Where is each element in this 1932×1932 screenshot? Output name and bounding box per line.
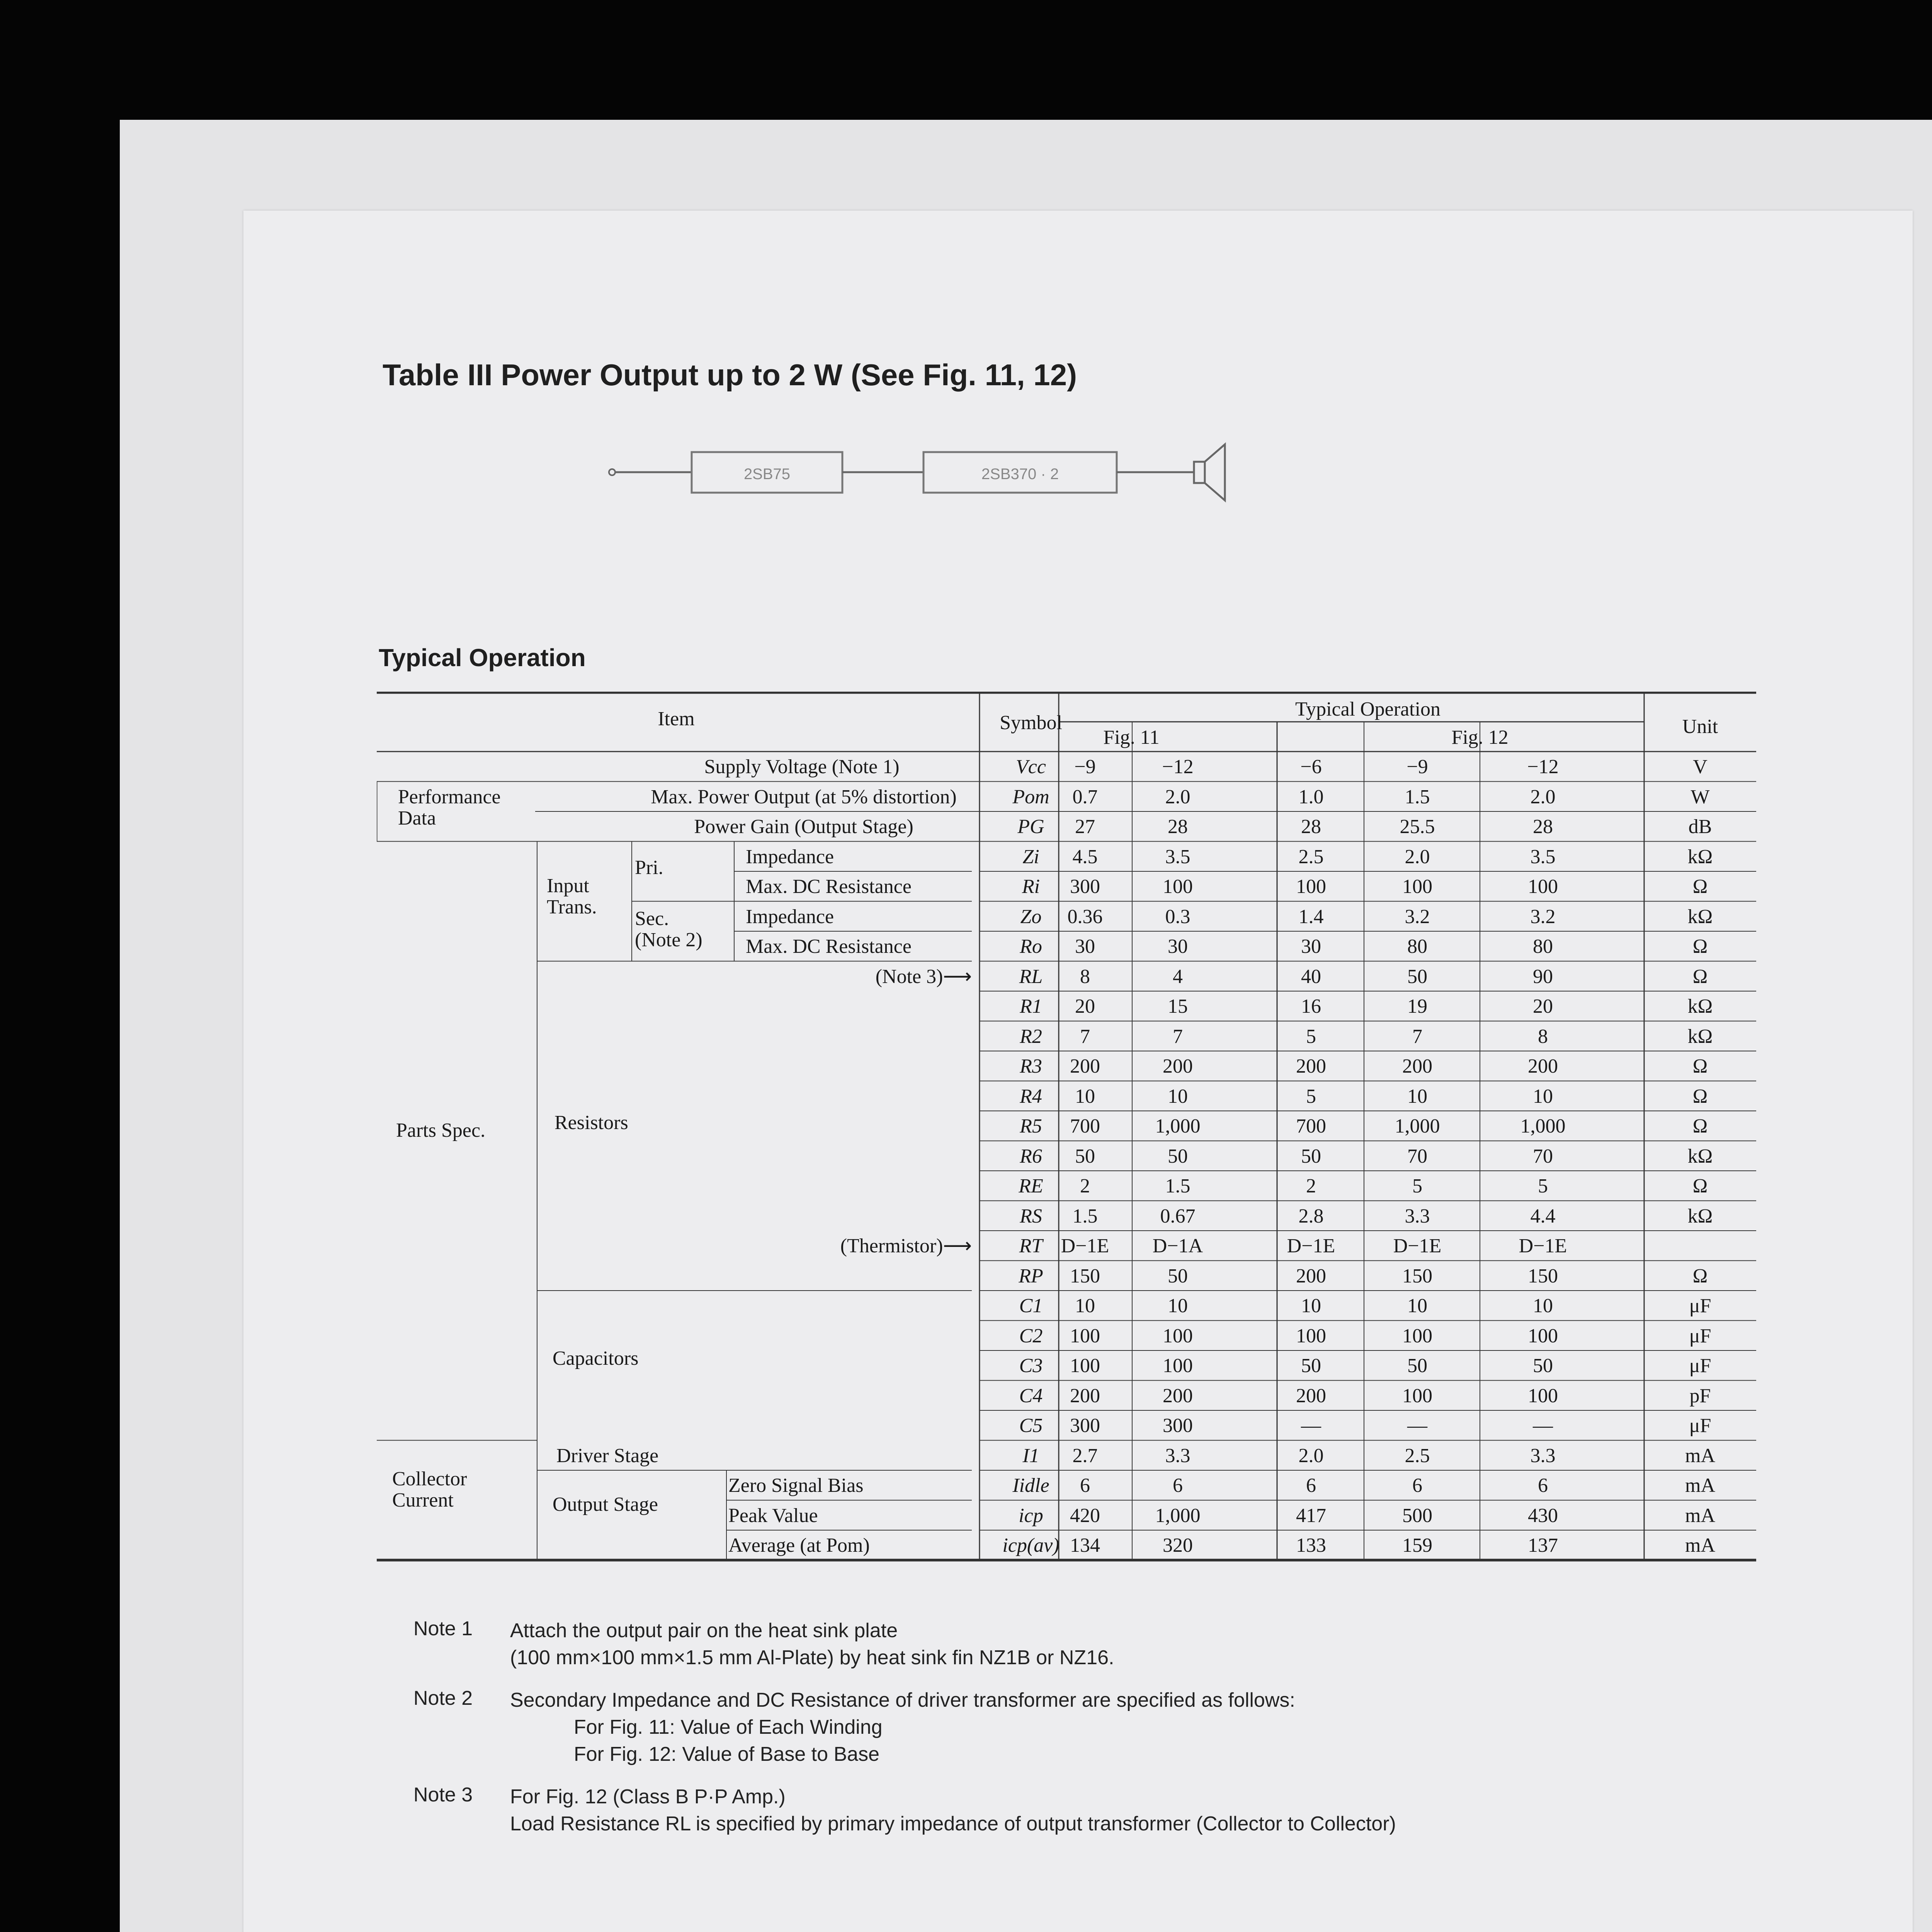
note-line: Load Resistance RL is specified by primary impedance of output transformer (Collector to Collector) <box>510 1813 1396 1835</box>
value-cell: 2.0 <box>1405 845 1430 868</box>
value-cell: 1,000 <box>1155 1115 1201 1137</box>
value-cell: 50 <box>1407 1355 1427 1377</box>
row-unit: kΩ <box>1687 995 1713 1017</box>
value-cell: D−1E <box>1519 1235 1567 1257</box>
row-unit: μF <box>1689 1325 1711 1347</box>
value-cell: D−1E <box>1393 1235 1442 1257</box>
value-cell: −9 <box>1406 756 1428 778</box>
group-parts: Parts Spec. <box>396 1119 486 1141</box>
row-item-label: (Thermistor)⟶ <box>840 1235 972 1257</box>
row-unit: kΩ <box>1687 905 1713 928</box>
value-cell: 70 <box>1533 1145 1553 1167</box>
value-cell: 2.5 <box>1405 1444 1430 1467</box>
row-item-label: Driver Stage <box>556 1444 659 1467</box>
value-cell: 30 <box>1301 935 1321 957</box>
value-cell: 100 <box>1163 1355 1193 1377</box>
row-unit: Ω <box>1692 1055 1708 1077</box>
typical-operation-table <box>377 692 1756 1569</box>
value-cell: 5 <box>1306 1025 1316 1048</box>
row-unit: Ω <box>1692 1085 1708 1107</box>
value-cell: 100 <box>1528 876 1558 898</box>
value-cell: 100 <box>1163 876 1193 898</box>
row-symbol: Iidle <box>1012 1475 1049 1497</box>
row-item-label: Max. DC Resistance <box>746 935 912 957</box>
row-symbol: R2 <box>1020 1025 1042 1048</box>
value-cell: −6 <box>1300 756 1322 778</box>
row-unit: W <box>1690 786 1710 808</box>
value-cell: 5 <box>1306 1085 1316 1107</box>
group-input-trans: Input Trans. <box>547 875 597 918</box>
value-cell: 150 <box>1070 1265 1100 1287</box>
value-cell: 10 <box>1168 1085 1188 1107</box>
row-symbol: RL <box>1019 965 1043 988</box>
value-cell: 15 <box>1168 995 1188 1017</box>
value-cell: 100 <box>1163 1325 1193 1347</box>
value-cell: 500 <box>1402 1504 1432 1527</box>
row-unit: kΩ <box>1687 845 1713 868</box>
note-line: For Fig. 12 (Class B P·P Amp.) <box>510 1786 786 1808</box>
value-cell: 10 <box>1301 1295 1321 1317</box>
row-symbol: Vcc <box>1016 756 1046 778</box>
value-cell: 1,000 <box>1520 1115 1566 1137</box>
row-unit: dB <box>1688 816 1712 838</box>
row-unit: Ω <box>1692 965 1708 988</box>
value-cell: 50 <box>1301 1145 1321 1167</box>
value-cell: 3.3 <box>1165 1444 1190 1467</box>
group-output-stage: Output Stage <box>553 1493 658 1515</box>
row-item-label: Impedance <box>746 905 834 928</box>
value-cell: 50 <box>1075 1145 1095 1167</box>
value-cell: 200 <box>1163 1384 1193 1407</box>
note-line: For Fig. 12: Value of Base to Base <box>574 1743 880 1765</box>
row-symbol: R4 <box>1020 1085 1042 1107</box>
row-symbol: I1 <box>1022 1444 1039 1467</box>
value-cell: 0.36 <box>1067 905 1103 928</box>
value-cell: 200 <box>1070 1384 1100 1407</box>
note-3 <box>413 1783 1727 1837</box>
value-cell: 28 <box>1168 816 1188 838</box>
value-cell: 2.0 <box>1298 1444 1324 1467</box>
value-cell: 10 <box>1407 1295 1427 1317</box>
value-cell: 300 <box>1070 876 1100 898</box>
value-cell: 1.5 <box>1165 1175 1190 1197</box>
value-cell: 100 <box>1528 1325 1558 1347</box>
row-symbol: RS <box>1020 1205 1042 1227</box>
row-unit: Ω <box>1692 1115 1708 1137</box>
header-typical-operation: Typical Operation <box>1295 698 1441 720</box>
circuit-block-diagram <box>607 440 1248 514</box>
value-cell: 80 <box>1407 935 1427 957</box>
header-fig12: Fig. 12 <box>1451 726 1509 748</box>
note-label: Note 3 <box>413 1784 473 1806</box>
row-symbol: C4 <box>1019 1384 1043 1407</box>
section-title: Typical Operation <box>379 644 586 672</box>
value-cell: 10 <box>1533 1085 1553 1107</box>
value-cell: 3.2 <box>1530 905 1556 928</box>
row-item-label: (Note 3)⟶ <box>875 965 972 988</box>
value-cell: 430 <box>1528 1504 1558 1527</box>
header-fig11: Fig. 11 <box>1103 726 1160 748</box>
value-cell: 133 <box>1296 1534 1326 1556</box>
note-1 <box>413 1617 1727 1671</box>
row-unit: Ω <box>1692 1265 1708 1287</box>
value-cell: 700 <box>1070 1115 1100 1137</box>
value-cell: — <box>1407 1415 1427 1437</box>
value-cell: D−1A <box>1152 1235 1203 1257</box>
note-label: Note 1 <box>413 1617 473 1640</box>
note-line: For Fig. 11: Value of Each Winding <box>574 1716 883 1738</box>
group-sec: Sec. (Note 2) <box>635 908 702 951</box>
value-cell: 28 <box>1301 816 1321 838</box>
value-cell: 8 <box>1538 1025 1548 1048</box>
value-cell: 3.3 <box>1405 1205 1430 1227</box>
value-cell: 2.5 <box>1298 845 1324 868</box>
row-symbol: Ri <box>1022 876 1040 898</box>
value-cell: 5 <box>1412 1175 1422 1197</box>
row-symbol: Zi <box>1022 845 1039 868</box>
value-cell: 200 <box>1296 1055 1326 1077</box>
row-symbol: RE <box>1019 1175 1043 1197</box>
note-line: Secondary Impedance and DC Resistance of driver transformer are specified as follows: <box>510 1689 1295 1711</box>
row-unit: Ω <box>1692 935 1708 957</box>
value-cell: 420 <box>1070 1504 1100 1527</box>
value-cell: 2 <box>1080 1175 1090 1197</box>
value-cell: 100 <box>1402 1325 1432 1347</box>
value-cell: 6 <box>1173 1475 1183 1497</box>
value-cell: 137 <box>1528 1534 1558 1556</box>
row-symbol: icp(av) <box>1002 1534 1060 1556</box>
row-unit: kΩ <box>1687 1145 1713 1167</box>
group-collector: Collector Current <box>392 1468 467 1511</box>
value-cell: 1.5 <box>1405 786 1430 808</box>
row-symbol: R3 <box>1020 1055 1042 1077</box>
value-cell: 27 <box>1075 816 1095 838</box>
row-item-label: Average (at Pom) <box>728 1534 870 1556</box>
value-cell: 6 <box>1306 1475 1316 1497</box>
value-cell: — <box>1533 1415 1553 1437</box>
header-unit: Unit <box>1682 716 1718 738</box>
value-cell: 200 <box>1070 1055 1100 1077</box>
value-cell: 3.3 <box>1530 1444 1556 1467</box>
value-cell: 90 <box>1533 965 1553 988</box>
value-cell: 40 <box>1301 965 1321 988</box>
value-cell: D−1E <box>1061 1235 1109 1257</box>
row-item-label: Max. DC Resistance <box>746 876 912 898</box>
row-symbol: icp <box>1019 1504 1043 1527</box>
group-performance: Performance Data <box>398 786 501 829</box>
value-cell: — <box>1301 1415 1321 1437</box>
value-cell: 320 <box>1163 1534 1193 1556</box>
value-cell: 100 <box>1296 876 1326 898</box>
group-capacitors: Capacitors <box>553 1347 639 1369</box>
value-cell: 19 <box>1407 995 1427 1017</box>
value-cell: 100 <box>1070 1325 1100 1347</box>
value-cell: 300 <box>1070 1415 1100 1437</box>
value-cell: 10 <box>1407 1085 1427 1107</box>
value-cell: 150 <box>1528 1265 1558 1287</box>
value-cell: 4 <box>1173 965 1183 988</box>
row-item-label: Power Gain (Output Stage) <box>694 816 913 838</box>
row-unit: Ω <box>1692 876 1708 898</box>
row-unit: pF <box>1689 1384 1711 1407</box>
row-symbol: R1 <box>1020 995 1042 1017</box>
table-title: Table III Power Output up to 2 W (See Fig. 11, 12) <box>383 358 1077 392</box>
row-unit: V <box>1693 756 1708 778</box>
note-2 <box>413 1687 1727 1768</box>
row-symbol: PG <box>1017 816 1044 838</box>
header-item: Item <box>658 708 695 730</box>
value-cell: 2.0 <box>1530 786 1556 808</box>
row-symbol: RP <box>1019 1265 1043 1287</box>
value-cell: 2.8 <box>1298 1205 1324 1227</box>
value-cell: 30 <box>1075 935 1095 957</box>
value-cell: 30 <box>1168 935 1188 957</box>
value-cell: 159 <box>1402 1534 1432 1556</box>
value-cell: 50 <box>1407 965 1427 988</box>
value-cell: 16 <box>1301 995 1321 1017</box>
value-cell: 3.5 <box>1530 845 1556 868</box>
value-cell: 7 <box>1173 1025 1183 1048</box>
value-cell: 10 <box>1075 1295 1095 1317</box>
value-cell: 80 <box>1533 935 1553 957</box>
row-item-label: Peak Value <box>728 1504 818 1527</box>
value-cell: 20 <box>1533 995 1553 1017</box>
value-cell: 100 <box>1402 1384 1432 1407</box>
value-cell: 10 <box>1075 1085 1095 1107</box>
value-cell: 200 <box>1402 1055 1432 1077</box>
value-cell: 4.5 <box>1072 845 1098 868</box>
row-symbol: C3 <box>1019 1355 1043 1377</box>
value-cell: 2.0 <box>1165 786 1190 808</box>
value-cell: 7 <box>1412 1025 1422 1048</box>
value-cell: 10 <box>1533 1295 1553 1317</box>
value-cell: −12 <box>1162 756 1194 778</box>
header-symbol: Symbol <box>1000 712 1062 734</box>
value-cell: 6 <box>1080 1475 1090 1497</box>
row-item-label: Zero Signal Bias <box>728 1475 864 1497</box>
value-cell: 1,000 <box>1155 1504 1201 1527</box>
row-unit: μF <box>1689 1355 1711 1377</box>
value-cell: 20 <box>1075 995 1095 1017</box>
row-item-label: Supply Voltage (Note 1) <box>704 756 900 778</box>
row-symbol: R6 <box>1020 1145 1042 1167</box>
note-label: Note 2 <box>413 1687 473 1709</box>
value-cell: 6 <box>1412 1475 1422 1497</box>
value-cell: 300 <box>1163 1415 1193 1437</box>
value-cell: 0.67 <box>1160 1205 1196 1227</box>
value-cell: 5 <box>1538 1175 1548 1197</box>
value-cell: 2.7 <box>1072 1444 1098 1467</box>
notes-section <box>413 1617 1727 1853</box>
value-cell: 134 <box>1070 1534 1100 1556</box>
row-symbol: Ro <box>1020 935 1042 957</box>
row-symbol: C1 <box>1019 1295 1043 1317</box>
value-cell: 1.4 <box>1298 905 1324 928</box>
value-cell: 50 <box>1168 1145 1188 1167</box>
row-symbol: RT <box>1019 1235 1043 1257</box>
row-symbol: C2 <box>1019 1325 1043 1347</box>
value-cell: 100 <box>1070 1355 1100 1377</box>
value-cell: 700 <box>1296 1115 1326 1137</box>
value-cell: 200 <box>1296 1265 1326 1287</box>
row-symbol: Pom <box>1012 786 1049 808</box>
row-unit: kΩ <box>1687 1025 1713 1048</box>
value-cell: 10 <box>1168 1295 1188 1317</box>
row-symbol: Zo <box>1020 905 1042 928</box>
value-cell: 0.3 <box>1165 905 1190 928</box>
value-cell: −9 <box>1074 756 1096 778</box>
value-cell: 417 <box>1296 1504 1326 1527</box>
value-cell: 0.7 <box>1072 786 1098 808</box>
row-unit: mA <box>1685 1475 1715 1497</box>
value-cell: 8 <box>1080 965 1090 988</box>
value-cell: 25.5 <box>1400 816 1435 838</box>
value-cell: 50 <box>1533 1355 1553 1377</box>
value-cell: 70 <box>1407 1145 1427 1167</box>
row-symbol: R5 <box>1020 1115 1042 1137</box>
value-cell: D−1E <box>1287 1235 1335 1257</box>
stage2-label: 2SB370 · 2 <box>981 466 1059 483</box>
note-line: Attach the output pair on the heat sink plate <box>510 1619 898 1642</box>
value-cell: −12 <box>1527 756 1559 778</box>
value-cell: 50 <box>1168 1265 1188 1287</box>
value-cell: 200 <box>1296 1384 1326 1407</box>
row-unit: mA <box>1685 1504 1715 1527</box>
value-cell: 7 <box>1080 1025 1090 1048</box>
row-unit: mA <box>1685 1534 1715 1556</box>
row-unit: kΩ <box>1687 1205 1713 1227</box>
row-item-label: Impedance <box>746 845 834 868</box>
row-unit: mA <box>1685 1444 1715 1467</box>
value-cell: 1.0 <box>1298 786 1324 808</box>
value-cell: 6 <box>1538 1475 1548 1497</box>
value-cell: 200 <box>1163 1055 1193 1077</box>
row-symbol: C5 <box>1019 1415 1043 1437</box>
value-cell: 3.2 <box>1405 905 1430 928</box>
value-cell: 3.5 <box>1165 845 1190 868</box>
row-item-label: Max. Power Output (at 5% distortion) <box>651 786 957 808</box>
value-cell: 1.5 <box>1072 1205 1098 1227</box>
value-cell: 4.4 <box>1530 1205 1556 1227</box>
stage1-label: 2SB75 <box>743 466 791 483</box>
group-resistors: Resistors <box>554 1112 628 1134</box>
value-cell: 1,000 <box>1395 1115 1440 1137</box>
value-cell: 100 <box>1402 876 1432 898</box>
group-pri: Pri. <box>635 857 663 879</box>
value-cell: 200 <box>1528 1055 1558 1077</box>
note-line: (100 mm×100 mm×1.5 mm Al-Plate) by heat sink fin NZ1B or NZ16. <box>510 1646 1114 1669</box>
row-unit: Ω <box>1692 1175 1708 1197</box>
row-unit: μF <box>1689 1295 1711 1317</box>
row-unit: μF <box>1689 1415 1711 1437</box>
value-cell: 150 <box>1402 1265 1432 1287</box>
value-cell: 100 <box>1296 1325 1326 1347</box>
value-cell: 28 <box>1533 816 1553 838</box>
value-cell: 50 <box>1301 1355 1321 1377</box>
value-cell: 2 <box>1306 1175 1316 1197</box>
value-cell: 100 <box>1528 1384 1558 1407</box>
